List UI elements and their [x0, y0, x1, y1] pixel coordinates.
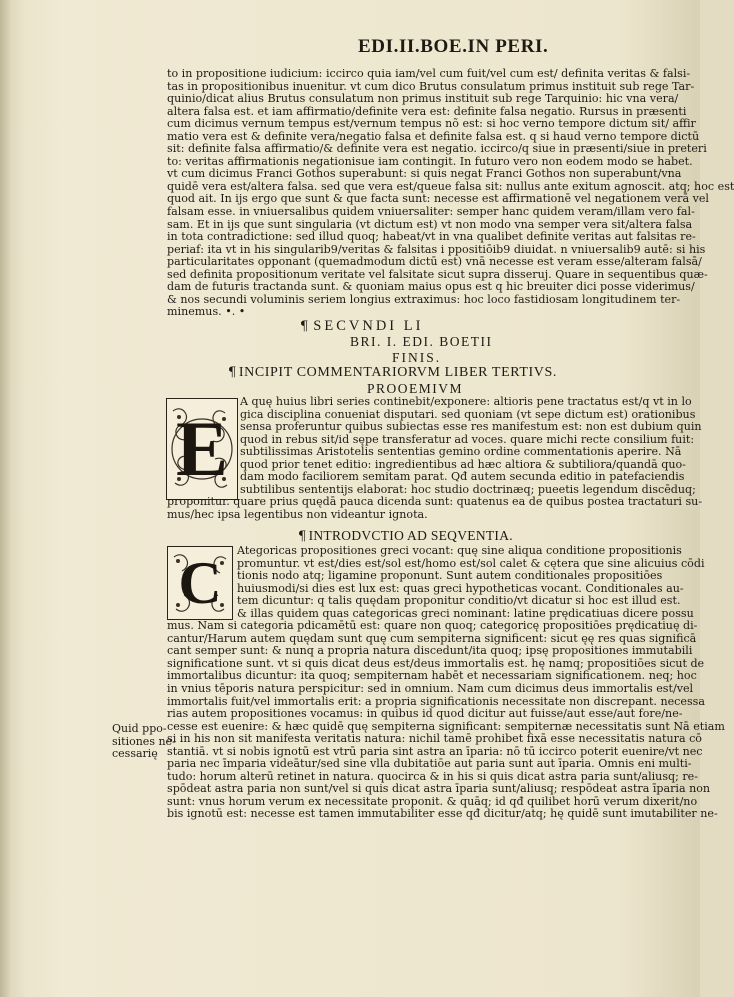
text-line: sed definita propositionum veritate vel falsitate sicut supra disseruj. Quare in sequentibus quæ-: [167, 267, 708, 281]
margin-note-line: sitiones ne-: [112, 734, 176, 748]
text-line: rias autem propositiones vocamus: in quibus id quod dicitur aut fuisse/aut esse/aut fore/ne-: [167, 707, 683, 721]
text-line: mus/hec ipsa legentibus non videantur ignota.: [167, 507, 428, 521]
text-line: stantiā. vt si nobis ignotū est vtrū paria sint astra an īparia: nō tū iccirco poterit euenire/vt nec: [167, 744, 703, 758]
text-line: tudo: horum alterū retinet in natura. quocirca & in his si quis dicat astra paria sunt/aliusq; re-: [167, 769, 698, 783]
text-line: bis ignotū est: necesse est tamen immutabiliter esse qđ dicitur/atq; hę quidē sunt imutabiliter ne-: [167, 807, 718, 821]
text-line: vt cum dicimus Franci Gothos superabunt: si quis negat Franci Gothos non superabunt/vna: [167, 167, 682, 181]
introductio-heading-text: INTRODVCTIO AD SEQVENTIA.: [308, 528, 513, 543]
text-line: proponitur. quare prius quędā pauca dicenda sunt: quatenus ea de quibus postea tractaturi su-: [167, 495, 703, 509]
text-line: cum dicimus vernum tempus est/vernum tempus nõ est: si hoc verno tempore dictum sit/ affir: [167, 117, 696, 131]
text-line: altera falsa est. et iam affirmatio/definite vera est: definite falsa negatio. Rursus in præsenti: [167, 104, 687, 118]
text-line: paria nec īmparia videātur/sed sine vlla dubitatiōe aut paria sunt aut īparia. Omnis eni multi-: [167, 757, 692, 771]
incipit-heading-text: INCIPIT COMMENTARIORVM LIBER TERTIVS.: [238, 365, 557, 380]
text-line: quidē vera est/altera falsa. sed que vera est/queue falsa sit: nullus ante exitum agnoscit. atq; hoc est: [167, 179, 734, 193]
margin-note: [112, 723, 176, 761]
text-line: tionis nodo atq; ligamine proponunt. Sunt autem conditionales propositiōes: [237, 569, 663, 583]
text-line: dam de futuris tractanda sunt. & quoniam maius opus est q hic breuiter dici posse viderimus/: [167, 280, 695, 294]
text-line: immortalis fuit/vel immortalis erit: a propria significationis necessitate non discrepant. necessa: [167, 694, 705, 708]
paragraph-introductio: [167, 544, 725, 821]
edition-heading: BRI. I. EDI. BOETII: [350, 334, 493, 349]
text-line: promuntur. vt est/dies est/sol est/homo est/sol calet & cętera que sine alicuius cōdi: [237, 556, 705, 570]
text-line: si in his non sit manifesta veritatis natura: nichil tamē prohibet fixā esse necessitatis natura cō: [167, 732, 702, 746]
text-line: & nos secundi voluminis seriem longius extraximus: hoc loco fastidiosam longitudinem ter-: [167, 292, 681, 306]
running-header: EDI.II.BOE.IN PERI.: [358, 36, 549, 57]
text-line: gica disciplina conueniat disputari. sed quoniam (vt sepe dictum est) orationibus: [240, 407, 696, 421]
initial-letter: C: [178, 549, 222, 616]
margin-note-line: cessarię: [112, 747, 158, 760]
text-line: sam. Et in ijs que sunt singularia (vt dictum est) vt non modo vna semper vera sit/altera falsa: [167, 217, 693, 231]
paragraph-conclusion: [167, 67, 734, 319]
pilcrow-icon: ¶: [228, 365, 237, 380]
text-line: cesse est euenire: & hæc quidē quę sempiterna significant: sempiternæ necessitatis sunt Nā etiam: [167, 719, 725, 733]
text-line: cant semper sunt: & nunq a propria natura discedunt/ita quoq; ipsę propositiones immutabili: [167, 644, 693, 658]
text-line: in vnius tēporis natura perspicitur: sed in omnium. Nam cum dicimus deus immortalis est/vel: [167, 682, 694, 696]
text-line: subtilissimas Aristotelis sententias gemino ordine commentationis aperire. Nā: [240, 445, 682, 459]
text-line: dam modo faciliorem semitam parat. Qđ autem secunda editio in patefaciendis: [240, 470, 685, 484]
text-line: falsam esse. in vniuersalibus quidem vniuersaliter: semper hanc quidem veram/illam vero fal-: [167, 205, 695, 219]
pilcrow-icon: ¶: [298, 529, 307, 544]
incipit-heading: [228, 365, 557, 381]
text-line: sensa proferuntur quibus subiectas esse res manifestum est: non est dubium quin: [240, 420, 702, 434]
decorated-initial-e: [166, 398, 238, 500]
text-line: sit: definite falsa affirmatio/& definite vera est negatio. iccirco/q siue in præsenti/siue in preteri: [167, 142, 707, 156]
text-line: significatione sunt. vt si quis dicat deus est/deus immortalis est. hę namq; propositiōes sicut de: [167, 656, 705, 670]
text-line: minemus. •. •: [167, 305, 246, 319]
text-line: quinio/dicat alius Brutus consulatum non primus instituit sub rege Tarquinio: hic vna vera/: [167, 92, 679, 106]
text-line: sunt: vnus horum verum ex necessitate proponit. & quāq; id qđ quilibet horū verum dixerit/no: [167, 794, 698, 808]
introductio-heading: [298, 528, 513, 544]
prooemium-heading: PROOEMIVM: [367, 381, 464, 396]
text-line: Ategoricas propositiones greci vocant: quę sine aliqua conditione propositionis: [237, 544, 682, 557]
text-line: subtilibus sententijs elaborat: hoc studio doctrinæq; pueetis legendum discēduq;: [240, 482, 696, 496]
text-line: quod prior tenet editio: ingredientibus ad hæc altiora & subtiliora/quandā quo-: [240, 457, 686, 471]
text-line: A quę huius libri series continebit/exponere: altioris pene tractatus est/q vt in lo: [240, 395, 692, 408]
text-line: tem dicuntur: q talis quędam proponitur conditio/vt dicatur si hoc est illud est.: [237, 594, 681, 608]
text-line: immortalibus dicuntur: ita quoq; sempiternam habēt et necessariam significationem. neq; hoc: [167, 669, 697, 683]
text-line: spōdeat astra paria non sunt/vel si quis dicat astra īparia sunt/aliusq; respōdeat astra īparia non: [167, 782, 711, 796]
page-gutter: [0, 0, 10, 997]
text-line: periaf: ita vt in his singularib9/veritas & falsitas i ppositiōib9 diuidat. n vniuersalib9 autē: si his: [167, 242, 706, 256]
margin-note-line: Quid ppo-: [112, 722, 167, 735]
text-line: matio vera est & definite vera/negatio falsa et definite falsa est. q si haud verno tempore dictū: [167, 129, 700, 143]
text-line: quod ait. In ijs ergo que sunt & que facta sunt: necesse est affirmationē vel negationem verā vel: [167, 192, 709, 206]
text-line: & illas quidem quas categoricas greci nominant: latine prędicatiuas dicere possu: [237, 606, 694, 620]
initial-letter: E: [175, 405, 229, 492]
text-line: quod in rebus sit/id sępe transferatur ad voces. quare michi recte consilium fuit:: [240, 432, 695, 446]
book-end-heading: [300, 318, 423, 335]
book-end-heading-text: SECVNDI LI: [313, 318, 424, 334]
paragraph-prooemium: [167, 395, 703, 521]
text-line: in tota contradictione: sed illud quoq; habeat/vt in vna qualibet definite veritas aut falsitas re-: [167, 230, 696, 244]
finis-heading: FINIS.: [392, 350, 442, 365]
text-line: to: veritas affirmationis negationisue iam contingit. In futuro vero non eodem modo se habet.: [167, 154, 693, 168]
text-line: cantur/Harum autem quędam sunt quę cum sempiterna significent: sicut ęę res quas significā: [167, 631, 697, 645]
pilcrow-icon: ¶: [300, 319, 312, 334]
text-line: mus. Nam si categoria pdicamētū est: quare non quoq; categoricę propositiōes prędicatiuę di-: [167, 619, 698, 633]
text-line: particularitates opponant (quemadmodum dictū est) vnā necesse est veram esse/alteram falsā/: [167, 255, 702, 269]
text-line: to in propositione iudicium: iccirco quia iam/vel cum fuit/vel cum est/ definita veritas & falsi-: [167, 67, 691, 80]
text-line: tas in propositionibus inuenitur. vt cum dico Brutus consulatum primus instituit sub rege Tar-: [167, 79, 695, 93]
text-line: huiusmodi/si dies est lux est: quas greci hypotheticas vocant. Conditionales au-: [237, 581, 684, 595]
